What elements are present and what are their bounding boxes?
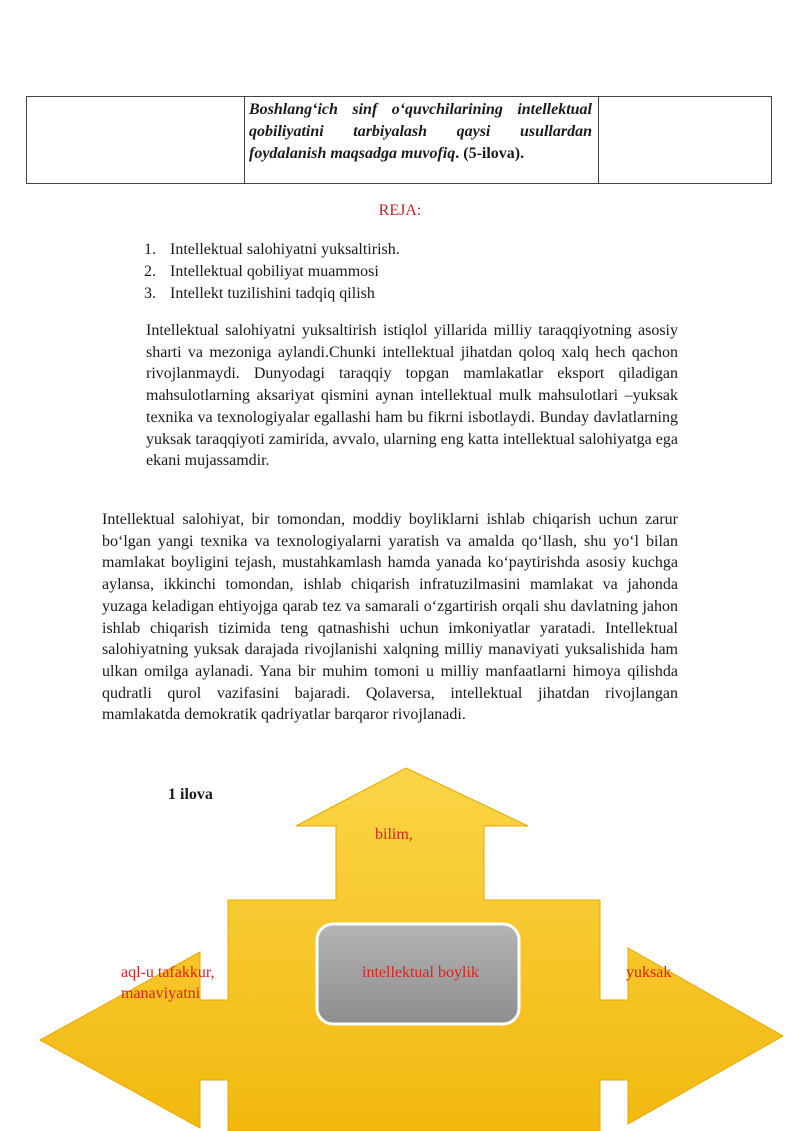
diagram-label-top: bilim, <box>375 826 413 843</box>
plan-item-text: Intellekt tuzilishini tadqiq qilish <box>170 285 375 302</box>
diagram-label-left: aql-u tafakkur, manaviyatni <box>121 964 215 1002</box>
header-question-suffix: . (5-ilova). <box>455 145 525 162</box>
plan-item-number: 3. <box>144 285 156 302</box>
diagram-label-right: yuksak <box>626 964 672 981</box>
plan-item-number: 1. <box>144 241 156 258</box>
appendix-label: 1 ilova <box>168 786 213 803</box>
plan-item-text: Intellektual salohiyatni yuksaltirish. <box>170 241 400 258</box>
reja-title: REJA: <box>378 202 422 219</box>
paragraph-2: Intellektual salohiyat, bir tomondan, moddiy boyliklarni ishlab chiqarish uchun zarur bo‘lgan yangi texnika va texnologiyalarni yaratish va amalda qo‘llash, shu yo‘l bilan mamlakat boyligini tejash, mustahkamlash hamda yanada ko‘paytirishda asosiy kuchga aylansa, ikkinchi tomondan, ishlab chiqarish infratuzilmasini mamlakat va jahonda yuzaga keladigan ehtiyojga qarab tez va samarali o‘zgartirish orqali shu davlatning jahon ishlab chiqarish tizimida teng qatnashishi uchun imkoniyatlar yaratadi. Intellektual salohiyatning yuksak darajada rivojlanishi xalqning milliy manaviyati yuksalishida ham ulkan omilga aylanadi. Yana bir muhim tomoni u milliy manfaatlarni himoya qilishda qudratli qurol vazifasini bajaradi. Qolaversa, intellektual jihatdan rivojlangan mamlakatda demokratik qadriyatlar barqaror rivojlanadi. <box>102 511 678 724</box>
header-question-italic: Boshlang‘ich sinf o‘quvchilarining intellektual qobiliyatini tarbiyalash qaysi usullardan foydalanish maqsadga muvofiq <box>249 101 592 162</box>
plan-item-text: Intellektual qobiliyat muammosi <box>170 263 379 280</box>
paragraph-1: Intellektual salohiyatni yuksaltirish istiqlol yillarida milliy taraqqiyotning asosiy sharti va mezoniga aylandi.Chunki intellektual jihatdan qoloq xalq hech qachon rivojlanmaydi. Dunyodagi taraqqiy topgan mamlakatlar eksport qiladigan mahsulotlarning aksariyat qismini aynan intellektual mulk mahsulotlari –yuksak texnika va texnologiyalar egallashi ham bu fikrni isbotlaydi. Bunday davlatlarning yuksak taraqqiyoti zamirida, avvalo, ularning eng katta intellektual salohiyatga ega ekani mujassamdir. <box>146 322 678 470</box>
plan-item-number: 2. <box>144 263 156 280</box>
diagram-label-center: intellektual boylik <box>362 964 479 981</box>
